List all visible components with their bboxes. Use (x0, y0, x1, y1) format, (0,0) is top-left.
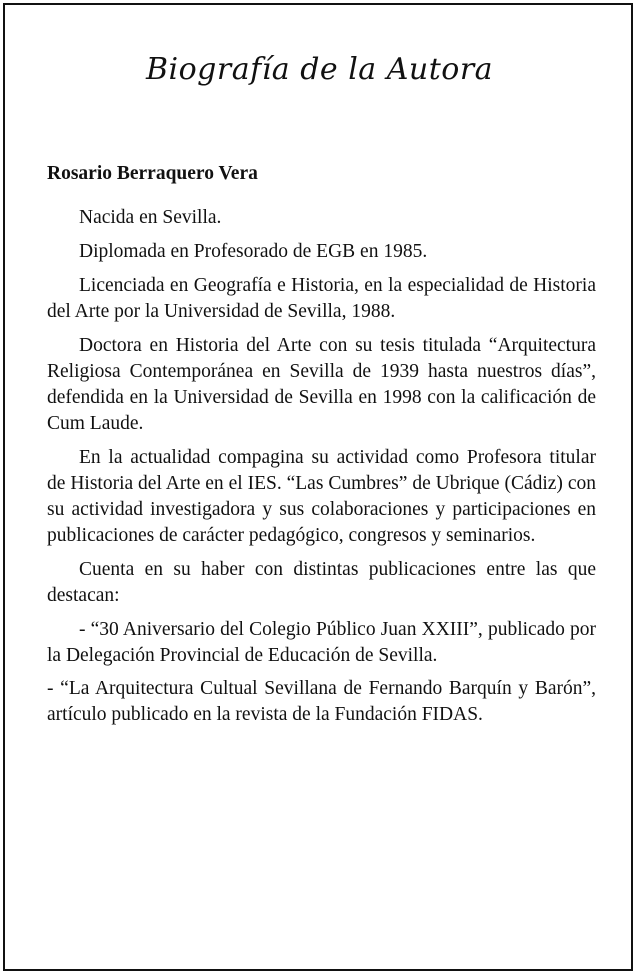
page-title: Biografía de la Autora (145, 52, 494, 87)
publication-item: - “La Arquitectura Cultual Sevillana de Fernando Barquín y Barón”, artículo publicado en la revista de la Fundación FIDAS. (47, 678, 596, 725)
author-name: Rosario Berraquero Vera (47, 163, 258, 184)
paragraph-diploma: Diplomada en Profesorado de EGB en 1985. (79, 241, 428, 262)
paragraph-publications-intro: Cuenta en su haber con distintas publicaciones entre las que destacan: (47, 559, 596, 606)
biography-body (47, 161, 596, 735)
paragraph-current-position: En la actualidad compagina su actividad como Profesora titular de Historia del Arte en el IES. “Las Cumbres” de Ubrique (Cádiz) con su actividad investigadora y sus colaboraciones y participaciones en publicaciones de carácter pedagógico, congresos y seminarios. (47, 447, 596, 546)
publication-item: - “30 Aniversario del Colegio Público Juan XXIII”, publicado por la Delegación Provincial de Educación de Sevilla. (47, 619, 596, 666)
paragraph-doctorate: Doctora en Historia del Arte con su tesis titulada “Arquitectura Religiosa Contemporánea en Sevilla de 1939 hasta nuestros días”, defendida en la Universidad de Sevilla en 1998 con la calificación de Cum Laude. (47, 335, 596, 434)
paragraph-degree: Licenciada en Geografía e Historia, en la especialidad de Historia del Arte por la Universidad de Sevilla, 1988. (47, 275, 596, 322)
paragraph-birthplace: Nacida en Sevilla. (79, 207, 222, 228)
